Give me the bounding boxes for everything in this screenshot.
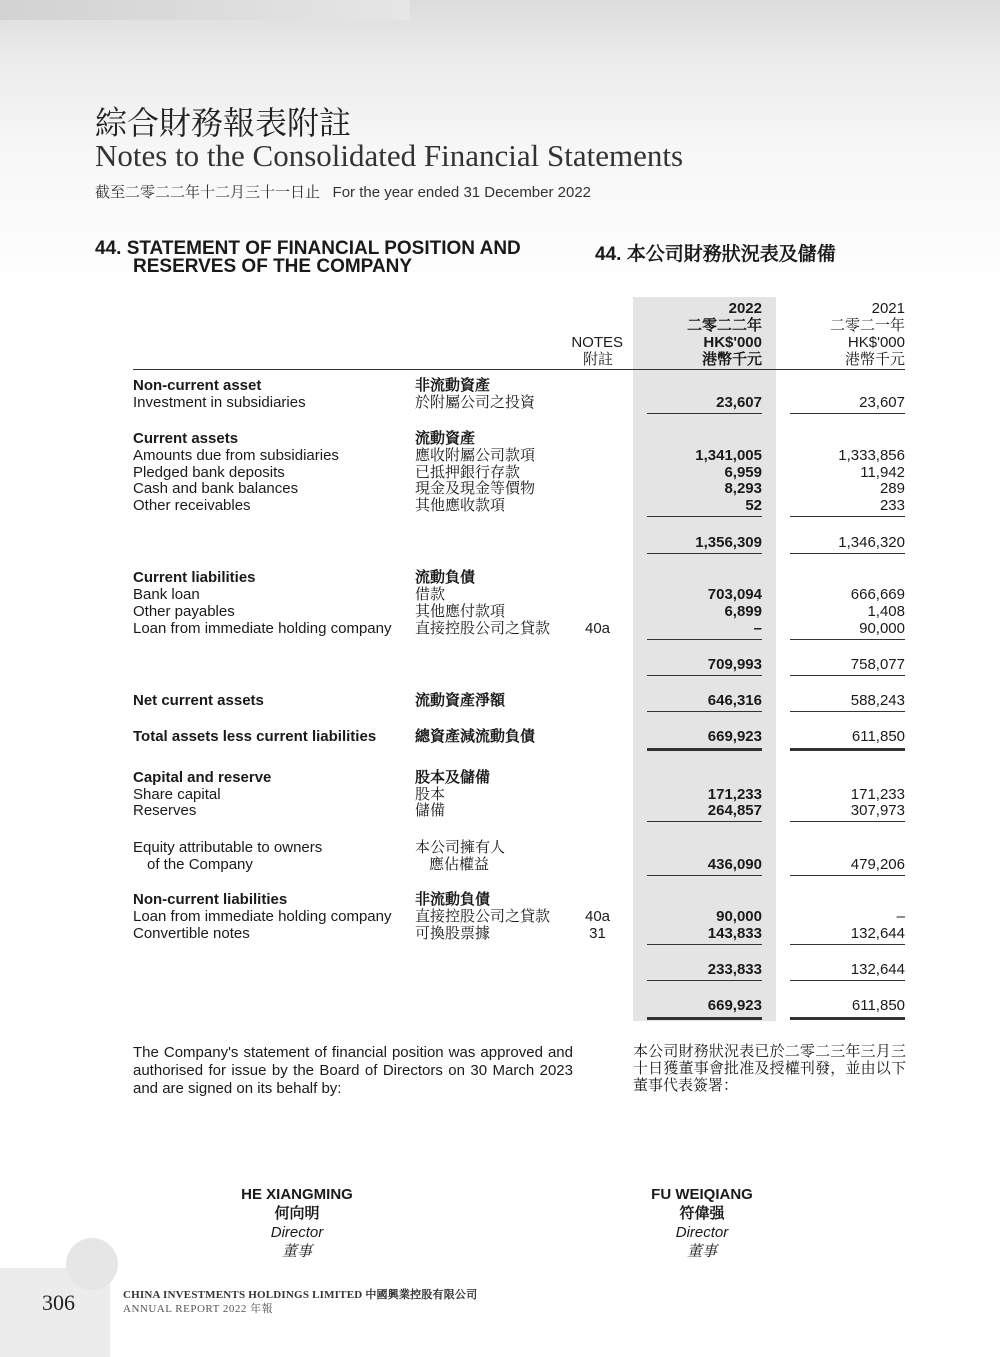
signatory-role-en: Director [270,1224,324,1241]
row-label-cn: 現金及現金等價物 [415,480,536,497]
row-value-2022: 6,959 [724,464,762,481]
row-label-en: Non-current asset [133,377,262,394]
page-title-cn: 綜合財務報表附註 [95,104,352,142]
row-label-en: Non-current liabilities [133,891,288,908]
row-label-cn: 股本 [415,786,446,803]
rule-cy [647,553,762,554]
rule-cy [647,675,762,676]
row-label-cn: 可換股票據 [415,925,491,942]
row-value-2022: 436,090 [707,856,762,873]
row-label-cn: 於附屬公司之投資 [415,394,536,411]
row-label-cn: 借款 [415,586,446,603]
row-value-2022: 669,923 [707,997,762,1014]
double-rule-py [790,1017,905,1020]
row-label-cn: 流動負債 [415,569,476,586]
section-title-en-line2: RESERVES OF THE COMPANY [133,256,413,277]
rule-py [790,553,905,554]
row-label-cn: 其他應收款項 [415,497,506,514]
notes-header-cn: 附註 [582,351,613,368]
footer-company: CHINA INVESTMENTS HOLDINGS LIMITED 中國興業控股有限公司 [123,1289,478,1301]
cy-unit: HK$'000 [703,334,762,351]
rule-cy [647,516,762,517]
row-label-cn: 儲備 [415,802,446,819]
rule-py [790,821,905,822]
row-label-cn: 應收附屬公司款項 [415,447,536,464]
signatory-name-cn: 何向明 [274,1205,320,1222]
signatory-1 [197,1185,397,1261]
row-label-en: Net current assets [133,692,264,709]
footer-report: ANNUAL REPORT 2022 年報 [123,1303,274,1315]
row-label-en: Total assets less current liabilities [133,728,377,745]
cy-year: 2022 [728,300,762,317]
signatory-role-en: Director [675,1224,729,1241]
row-value-2021: 289 [879,480,905,497]
section-title-cn: 44. 本公司財務狀況表及儲備 [595,244,836,265]
approval-statement-cn: 本公司財務狀況表已於二零二三年三月三十日獲董事會批准及授權刊發，並由以下董事代表簽署： [633,1043,906,1094]
header-rule [133,369,905,370]
row-label-cn: 總資產減流動負債 [415,728,536,745]
row-label-cn: 直接控股公司之貸款 [415,908,551,925]
double-rule-py [790,748,905,751]
current-year-column-header [645,300,762,368]
row-value-2022: 703,094 [707,586,762,603]
row-label-en: Loan from immediate holding company [133,620,392,637]
row-note: 40a [584,908,611,925]
row-label-cn: 非流動資產 [415,377,491,394]
row-value-2021: 1,346,320 [838,534,905,551]
row-label-cn: 其他應付款項 [415,603,506,620]
row-label-cn: 直接控股公司之貸款 [415,620,551,637]
row-value-2021: 90,000 [859,620,905,637]
header-accent [0,0,410,20]
cy-year-cn: 二零二二年 [686,317,762,334]
row-label-en: Investment in subsidiaries [133,394,306,411]
notes-column-header [560,334,623,368]
row-value-2022: – [753,620,762,637]
row-value-2022: 90,000 [716,908,762,925]
row-label-en: Pledged bank deposits [133,464,285,481]
row-value-2021: – [896,908,905,925]
py-year: 2021 [871,300,905,317]
row-value-2021: 479,206 [850,856,905,873]
section-title-en [95,240,521,276]
rule-py [790,944,905,945]
row-note: 31 [589,925,606,942]
rule-cy [647,413,762,414]
notes-header-en: NOTES [571,334,623,351]
row-label-en: Current assets [133,430,239,447]
rule-cy [647,821,762,822]
rule-py [790,675,905,676]
rule-cy [647,875,762,876]
signatory-name-en: FU WEIQIANG [651,1186,753,1203]
row-label-en: Share capital [133,786,221,803]
signatory-role-cn: 董事 [281,1243,312,1260]
section-title-en-line1: 44. STATEMENT OF FINANCIAL POSITION AND [95,238,521,259]
rule-cy [647,980,762,981]
rule-py [790,413,905,414]
row-label-en: Bank loan [133,586,200,603]
row-label-en: Other payables [133,603,235,620]
signatory-2 [602,1185,802,1261]
row-value-2022: 6,899 [724,603,762,620]
row-label-en: Loan from immediate holding company [133,908,392,925]
double-rule-cy [647,1017,762,1020]
row-value-2022: 8,293 [724,480,762,497]
row-label-cn: 應佔權益 [429,856,490,873]
row-value-2022: 52 [745,497,762,514]
row-value-2021: 1,333,856 [838,447,905,464]
row-value-2021: 666,669 [850,586,905,603]
row-label-en: Other receivables [133,497,251,514]
row-label-en: of the Company [147,856,253,873]
row-label-en: Cash and bank balances [133,480,299,497]
row-label-cn: 流動資產 [415,430,476,447]
rule-py [790,516,905,517]
row-value-2021: 171,233 [850,786,905,803]
subtitle-cn: 截至二零二二年十二月三十一日止 [95,184,321,201]
rule-cy [647,944,762,945]
py-unit: HK$'000 [847,334,905,351]
rule-cy [647,711,762,712]
row-label-en: Current liabilities [133,569,256,586]
row-value-2021: 588,243 [850,692,905,709]
rule-py [790,875,905,876]
page-subtitle [95,181,591,202]
double-rule-cy [647,748,762,751]
row-value-2021: 758,077 [850,656,905,673]
row-value-2021: 1,408 [867,603,905,620]
row-label-cn: 非流動負債 [415,891,491,908]
row-label-en: Convertible notes [133,925,250,942]
row-value-2022: 709,993 [707,656,762,673]
row-label-en: Equity attributable to owners [133,839,323,856]
row-note: 40a [584,620,611,637]
row-label-cn: 已抵押銀行存款 [415,464,521,481]
signatory-name-cn: 符偉强 [679,1205,725,1222]
row-value-2022: 23,607 [716,394,762,411]
rule-cy [647,639,762,640]
signatory-role-cn: 董事 [686,1243,717,1260]
row-value-2021: 132,644 [850,925,905,942]
approval-statement-en: The Company's statement of financial position was approved and authorised for issue by the Board of Directors on 30 March 2023 and are signed on its behalf by: [133,1044,573,1097]
page-title-en: Notes to the Consolidated Financial Statements [95,138,684,173]
row-value-2022: 1,356,309 [695,534,762,551]
row-label-cn: 流動資產淨額 [415,692,506,709]
row-label-cn: 股本及儲備 [415,769,491,786]
row-value-2022: 143,833 [707,925,762,942]
row-value-2022: 669,923 [707,728,762,745]
row-value-2021: 132,644 [850,961,905,978]
prior-year-column-header [790,300,905,368]
page-number: 306 [42,1290,75,1315]
py-unit-cn: 港幣千元 [844,351,905,368]
row-value-2021: 611,850 [851,997,905,1014]
row-label-en: Capital and reserve [133,769,272,786]
row-label-cn: 本公司擁有人 [415,839,506,856]
row-value-2021: 11,942 [860,464,905,481]
cy-unit-cn: 港幣千元 [701,351,762,368]
row-value-2022: 646,316 [707,692,762,709]
row-label-en: Reserves [133,802,197,819]
signatory-name-en: HE XIANGMING [241,1186,353,1203]
rule-py [790,980,905,981]
subtitle-en: For the year ended 31 December 2022 [332,184,592,201]
py-year-cn: 二零二一年 [829,317,905,334]
row-value-2021: 233 [879,497,905,514]
row-value-2022: 171,233 [707,786,762,803]
row-value-2021: 307,973 [850,802,905,819]
rule-py [790,711,905,712]
row-value-2021: 611,850 [851,728,905,745]
row-value-2022: 1,341,005 [695,447,762,464]
rule-py [790,639,905,640]
footer-circle [66,1238,118,1290]
row-value-2022: 264,857 [707,802,762,819]
row-label-en: Amounts due from subsidiaries [133,447,339,464]
row-value-2022: 233,833 [707,961,762,978]
row-value-2021: 23,607 [859,394,905,411]
